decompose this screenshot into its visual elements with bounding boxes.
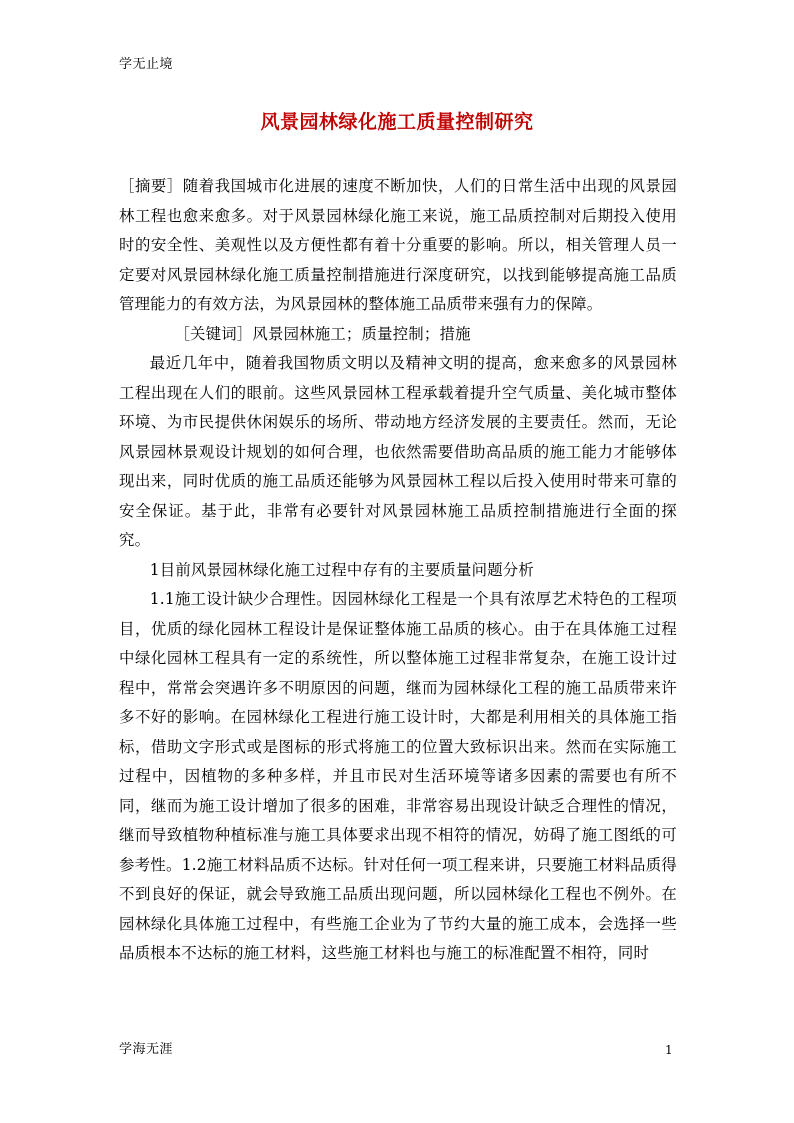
page-number: 1 — [665, 1043, 673, 1057]
abstract-paragraph: ［摘要］随着我国城市化进展的速度不断加快，人们的日常生活中出现的风景园林工程也愈来愈多。对于风景园林绿化施工来说，施工品质控制对后期投入使用时的安全性、美观性以及方便性都有着十分重要的影响。所以，相关管理人员一定要对风景园林绿化施工质量控制措施进行深度研究，以找到能够提高施工品质管理能力的有效方法，为风景园林的整体施工品质带来强有力的保障。 — [119, 177, 677, 313]
section-1-heading: 1目前风景园林绿化施工过程中存有的主要质量问题分析 — [149, 560, 534, 579]
page-footer: 学海无涯 — [119, 1042, 174, 1057]
section-1-body: 1.1施工设计缺少合理性。因园林绿化工程是一个具有浓厚艺术特色的工程项目，优质的绿化园林工程设计是保证整体施工品质的核心。由于在具体施工过程中绿化园林工程具有一定的系统性，所以整体施工过程非常复杂，在施工设计过程中，常常会突遇许多不明原因的问题，继而为园林绿化工程的施工品质带来许多不好的影响。在园林绿化工程进行施工设计时，大都是利用相关的具体施工指标，借助文字形式或是图标的形式将施工的位置大致标识出来。然而在实际施工过程中，因植物的多种多样，并且市民对生活环境等诸多因素的需要也有所不同，继而为施工设计增加了很多的困难，非常容易出现设计缺乏合理性的情况，继而导致植物种植标准与施工具体要求出现不相符的情况，妨碍了施工图纸的可参考性。1.2施工材料品质不达标。针对任何一项工程来讲，只要施工材料品质得不到良好的保证，就会导致施工品质出现问题，所以园林绿化工程也不例外。在园林绿化具体施工过程中，有些施工企业为了节约大量的施工成本，会选择一些品质根本不达标的施工材料，这些施工材料也与施工的标准配置不相符，同时 — [119, 590, 677, 962]
intro-paragraph: 最近几年中，随着我国物质文明以及精神文明的提高，愈来愈多的风景园林工程出现在人们的眼前。这些风景园林工程承载着提升空气质量、美化城市整体环境、为市民提供休闲娱乐的场所、带动地方经济发展的主要责任。然而，无论风景园林景观设计规划的如何合理，也依然需要借助高品质的施工能力才能够体现出来，同时优质的施工品质还能够为风景园林工程以后投入使用时带来可靠的安全保证。基于此，非常有必要针对风景园林施工品质控制措施进行全面的探究。 — [119, 354, 677, 549]
keywords-paragraph: ［关键词］风景园林施工；质量控制；措施 — [174, 324, 471, 343]
document-body — [119, 172, 677, 969]
page-header: 学无止境 — [119, 57, 174, 72]
document-title: 风景园林绿化施工质量控制研究 — [260, 111, 534, 133]
